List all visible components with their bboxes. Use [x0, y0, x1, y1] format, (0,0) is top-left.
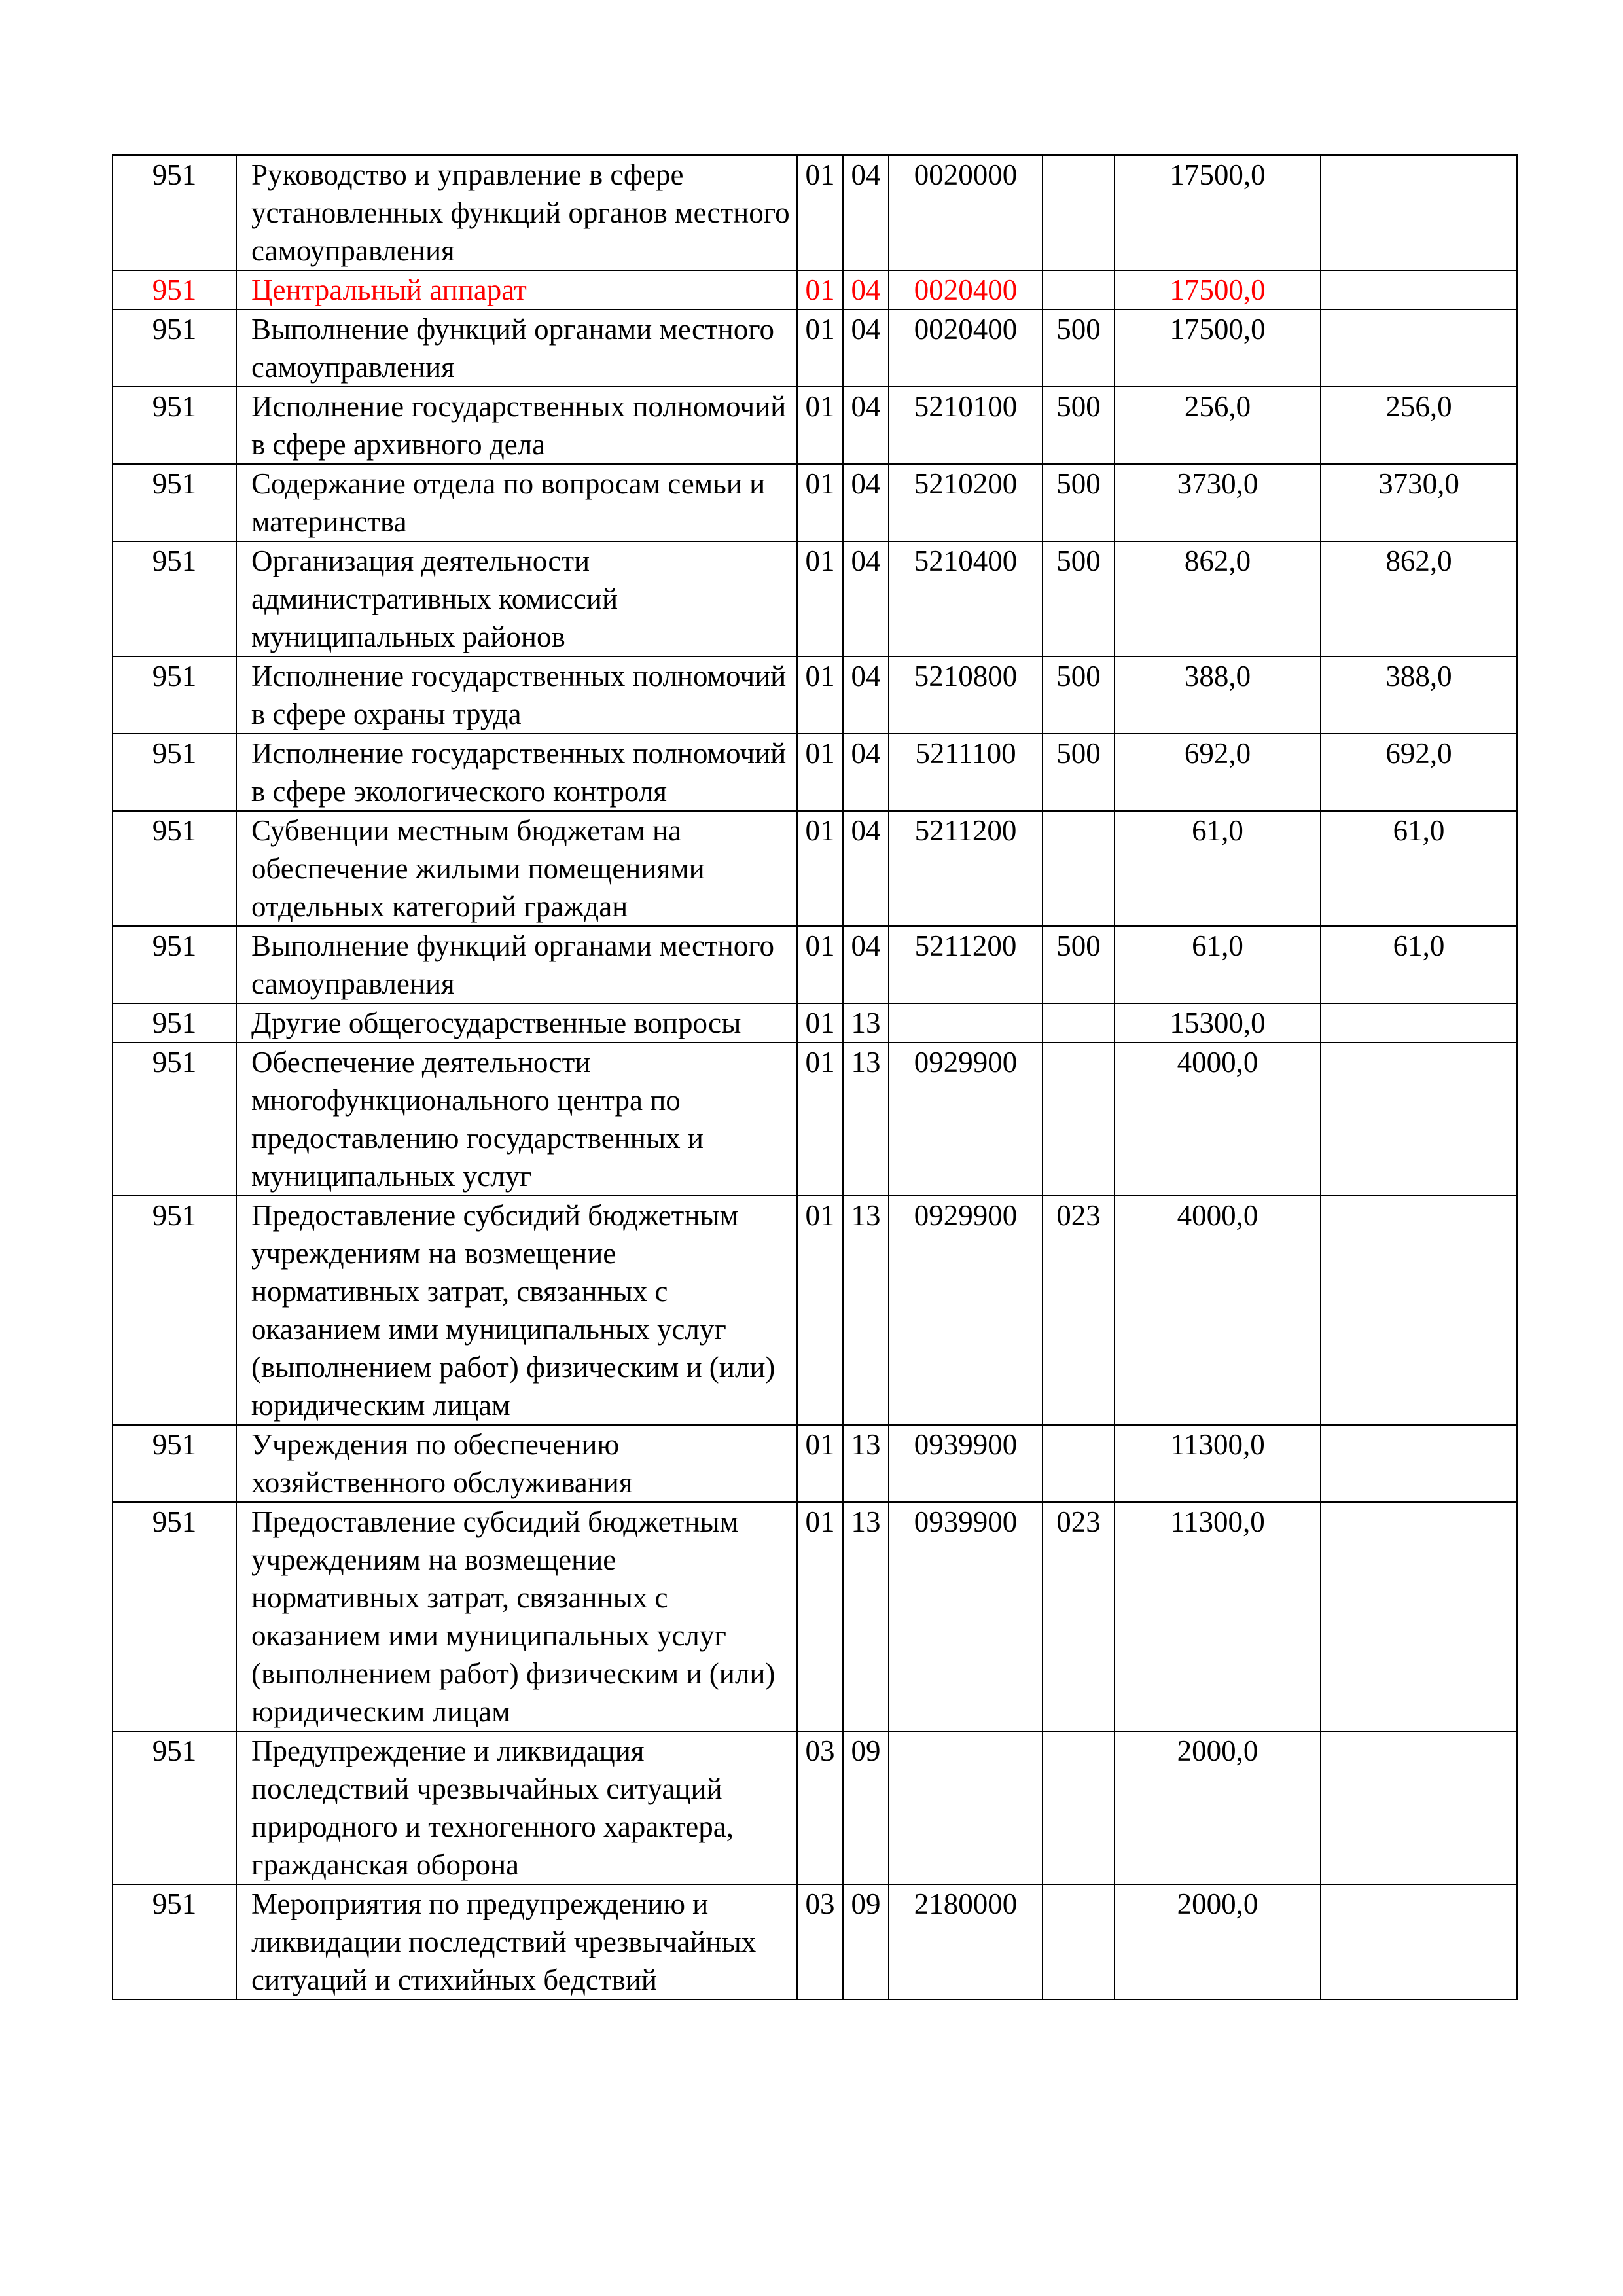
- amount-cell: 2000,0: [1115, 1731, 1321, 1884]
- expense-type-cell: [1043, 811, 1115, 926]
- subvention-amount-cell: [1321, 1731, 1517, 1884]
- amount-cell: 692,0: [1115, 734, 1321, 811]
- target-article-cell: 5210400: [889, 541, 1043, 656]
- subsection-code-cell: 04: [843, 270, 889, 310]
- amount-cell: 17500,0: [1115, 270, 1321, 310]
- subsection-code-cell: 13: [843, 1502, 889, 1731]
- subvention-amount-cell: [1321, 1196, 1517, 1425]
- table-row: [113, 1196, 1517, 1425]
- table-row: [113, 926, 1517, 1003]
- admin-code-cell: 951: [113, 1731, 236, 1884]
- target-article-cell: 0929900: [889, 1043, 1043, 1196]
- target-article-cell: 0929900: [889, 1196, 1043, 1425]
- expense-type-cell: [1043, 1043, 1115, 1196]
- item-name-cell: Центральный аппарат: [236, 270, 797, 310]
- subsection-code-cell: 04: [843, 926, 889, 1003]
- target-article-cell: 0020000: [889, 155, 1043, 270]
- subsection-code-cell: 13: [843, 1003, 889, 1043]
- amount-cell: 2000,0: [1115, 1884, 1321, 2000]
- admin-code-cell: 951: [113, 1425, 236, 1502]
- item-name-cell: Исполнение государственных полномочий в сфере охраны труда: [236, 656, 797, 734]
- admin-code-cell: 951: [113, 541, 236, 656]
- admin-code-cell: 951: [113, 464, 236, 541]
- subsection-code-cell: 04: [843, 811, 889, 926]
- subsection-code-cell: 13: [843, 1043, 889, 1196]
- admin-code-cell: 951: [113, 811, 236, 926]
- item-name-cell: Организация деятельности административных комиссий муниципальных районов: [236, 541, 797, 656]
- subvention-amount-cell: [1321, 1003, 1517, 1043]
- target-article-cell: 5210200: [889, 464, 1043, 541]
- item-name-cell: Предупреждение и ликвидация последствий чрезвычайных ситуаций природного и техногенного характера, гражданская оборона: [236, 1731, 797, 1884]
- subvention-amount-cell: 388,0: [1321, 656, 1517, 734]
- subvention-amount-cell: 61,0: [1321, 811, 1517, 926]
- subvention-amount-cell: [1321, 270, 1517, 310]
- subsection-code-cell: 04: [843, 310, 889, 387]
- item-name-cell: Исполнение государственных полномочий в сфере экологического контроля: [236, 734, 797, 811]
- amount-cell: 4000,0: [1115, 1196, 1321, 1425]
- table-row: [113, 656, 1517, 734]
- table-row: [113, 464, 1517, 541]
- item-name-cell: Предоставление субсидий бюджетным учреждениям на возмещение нормативных затрат, связанных с оказанием ими муниципальных услуг (выполнением работ) физическим и (или) юридическим лицам: [236, 1502, 797, 1731]
- subsection-code-cell: 04: [843, 155, 889, 270]
- amount-cell: 17500,0: [1115, 155, 1321, 270]
- target-article-cell: 5211200: [889, 926, 1043, 1003]
- section-code-cell: 01: [797, 1003, 843, 1043]
- target-article-cell: 5210100: [889, 387, 1043, 464]
- section-code-cell: 03: [797, 1731, 843, 1884]
- expense-type-cell: 500: [1043, 310, 1115, 387]
- target-article-cell: 5211200: [889, 811, 1043, 926]
- amount-cell: 862,0: [1115, 541, 1321, 656]
- section-code-cell: 01: [797, 734, 843, 811]
- subsection-code-cell: 04: [843, 387, 889, 464]
- amount-cell: 61,0: [1115, 926, 1321, 1003]
- subvention-amount-cell: [1321, 310, 1517, 387]
- subsection-code-cell: 09: [843, 1731, 889, 1884]
- amount-cell: 11300,0: [1115, 1502, 1321, 1731]
- subvention-amount-cell: [1321, 1502, 1517, 1731]
- admin-code-cell: 951: [113, 1196, 236, 1425]
- admin-code-cell: 951: [113, 310, 236, 387]
- subsection-code-cell: 13: [843, 1196, 889, 1425]
- subvention-amount-cell: 692,0: [1321, 734, 1517, 811]
- amount-cell: 256,0: [1115, 387, 1321, 464]
- item-name-cell: Учреждения по обеспечению хозяйственного обслуживания: [236, 1425, 797, 1502]
- section-code-cell: 01: [797, 1196, 843, 1425]
- table-row: [113, 1884, 1517, 2000]
- section-code-cell: 01: [797, 926, 843, 1003]
- target-article-cell: 0939900: [889, 1425, 1043, 1502]
- amount-cell: 4000,0: [1115, 1043, 1321, 1196]
- admin-code-cell: 951: [113, 1502, 236, 1731]
- subsection-code-cell: 04: [843, 734, 889, 811]
- table-row: [113, 1043, 1517, 1196]
- expense-type-cell: [1043, 1884, 1115, 2000]
- item-name-cell: Субвенции местным бюджетам на обеспечение жилыми помещениями отдельных категорий граждан: [236, 811, 797, 926]
- target-article-cell: 0939900: [889, 1502, 1043, 1731]
- section-code-cell: 01: [797, 1502, 843, 1731]
- subsection-code-cell: 04: [843, 656, 889, 734]
- table-row: [113, 270, 1517, 310]
- table-row: [113, 387, 1517, 464]
- table-body: [113, 155, 1517, 2000]
- item-name-cell: Предоставление субсидий бюджетным учреждениям на возмещение нормативных затрат, связанных с оказанием ими муниципальных услуг (выполнением работ) физическим и (или) юридическим лицам: [236, 1196, 797, 1425]
- subsection-code-cell: 04: [843, 464, 889, 541]
- amount-cell: 61,0: [1115, 811, 1321, 926]
- item-name-cell: Мероприятия по предупреждению и ликвидации последствий чрезвычайных ситуаций и стихийных бедствий: [236, 1884, 797, 2000]
- section-code-cell: 01: [797, 310, 843, 387]
- subvention-amount-cell: 862,0: [1321, 541, 1517, 656]
- subvention-amount-cell: [1321, 1884, 1517, 2000]
- expense-type-cell: [1043, 1425, 1115, 1502]
- amount-cell: 388,0: [1115, 656, 1321, 734]
- subvention-amount-cell: [1321, 155, 1517, 270]
- admin-code-cell: 951: [113, 387, 236, 464]
- target-article-cell: 0020400: [889, 270, 1043, 310]
- amount-cell: 17500,0: [1115, 310, 1321, 387]
- section-code-cell: 01: [797, 155, 843, 270]
- item-name-cell: Руководство и управление в сфере установленных функций органов местного самоуправления: [236, 155, 797, 270]
- expense-type-cell: [1043, 155, 1115, 270]
- section-code-cell: 01: [797, 1425, 843, 1502]
- subvention-amount-cell: [1321, 1425, 1517, 1502]
- admin-code-cell: 951: [113, 270, 236, 310]
- subvention-amount-cell: 61,0: [1321, 926, 1517, 1003]
- subvention-amount-cell: 3730,0: [1321, 464, 1517, 541]
- expense-type-cell: 500: [1043, 541, 1115, 656]
- table-row: [113, 155, 1517, 270]
- section-code-cell: 01: [797, 270, 843, 310]
- subsection-code-cell: 04: [843, 541, 889, 656]
- expense-type-cell: [1043, 270, 1115, 310]
- amount-cell: 11300,0: [1115, 1425, 1321, 1502]
- target-article-cell: [889, 1731, 1043, 1884]
- admin-code-cell: 951: [113, 926, 236, 1003]
- target-article-cell: 0020400: [889, 310, 1043, 387]
- section-code-cell: 01: [797, 656, 843, 734]
- admin-code-cell: 951: [113, 1043, 236, 1196]
- item-name-cell: Содержание отдела по вопросам семьи и материнства: [236, 464, 797, 541]
- item-name-cell: Выполнение функций органами местного самоуправления: [236, 926, 797, 1003]
- budget-table: [112, 154, 1518, 2000]
- expense-type-cell: 500: [1043, 656, 1115, 734]
- admin-code-cell: 951: [113, 656, 236, 734]
- admin-code-cell: 951: [113, 734, 236, 811]
- table-row: [113, 811, 1517, 926]
- expense-type-cell: [1043, 1003, 1115, 1043]
- admin-code-cell: 951: [113, 155, 236, 270]
- section-code-cell: 01: [797, 464, 843, 541]
- expense-type-cell: 500: [1043, 926, 1115, 1003]
- expense-type-cell: 023: [1043, 1196, 1115, 1425]
- section-code-cell: 01: [797, 387, 843, 464]
- expense-type-cell: 023: [1043, 1502, 1115, 1731]
- subvention-amount-cell: 256,0: [1321, 387, 1517, 464]
- section-code-cell: 03: [797, 1884, 843, 2000]
- target-article-cell: 5211100: [889, 734, 1043, 811]
- subsection-code-cell: 09: [843, 1884, 889, 2000]
- expense-type-cell: 500: [1043, 734, 1115, 811]
- section-code-cell: 01: [797, 1043, 843, 1196]
- amount-cell: 15300,0: [1115, 1003, 1321, 1043]
- admin-code-cell: 951: [113, 1884, 236, 2000]
- table-row: [113, 1731, 1517, 1884]
- expense-type-cell: [1043, 1731, 1115, 1884]
- table-row: [113, 310, 1517, 387]
- subsection-code-cell: 13: [843, 1425, 889, 1502]
- subvention-amount-cell: [1321, 1043, 1517, 1196]
- table-row: [113, 1425, 1517, 1502]
- table-row: [113, 1502, 1517, 1731]
- target-article-cell: [889, 1003, 1043, 1043]
- item-name-cell: Другие общегосударственные вопросы: [236, 1003, 797, 1043]
- item-name-cell: Исполнение государственных полномочий в сфере архивного дела: [236, 387, 797, 464]
- table-row: [113, 541, 1517, 656]
- expense-type-cell: 500: [1043, 387, 1115, 464]
- item-name-cell: Обеспечение деятельности многофункционального центра по предоставлению государственных и муниципальных услуг: [236, 1043, 797, 1196]
- section-code-cell: 01: [797, 541, 843, 656]
- section-code-cell: 01: [797, 811, 843, 926]
- admin-code-cell: 951: [113, 1003, 236, 1043]
- table-row: [113, 1003, 1517, 1043]
- amount-cell: 3730,0: [1115, 464, 1321, 541]
- target-article-cell: 5210800: [889, 656, 1043, 734]
- expense-type-cell: 500: [1043, 464, 1115, 541]
- target-article-cell: 2180000: [889, 1884, 1043, 2000]
- item-name-cell: Выполнение функций органами местного самоуправления: [236, 310, 797, 387]
- table-row: [113, 734, 1517, 811]
